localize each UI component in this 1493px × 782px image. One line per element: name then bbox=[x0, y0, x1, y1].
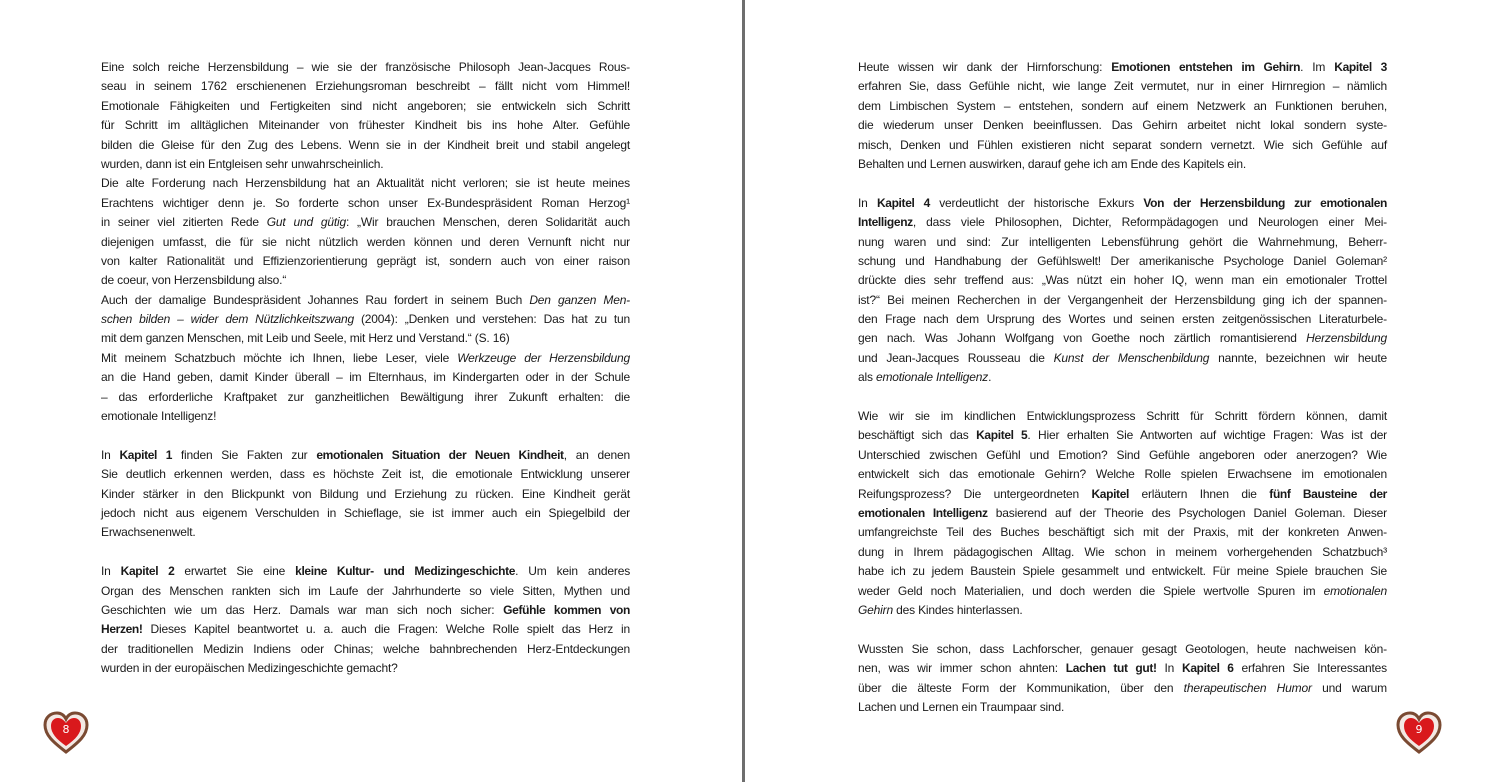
text-run: wurden in der europäischen Medizingeschichte gemacht? bbox=[101, 661, 398, 676]
text-run: die wiederum unser Denken beeinflussen. Das Gehirn arbeitet nicht lokal sondern syste- bbox=[858, 118, 1387, 133]
text-line bbox=[858, 659, 1387, 678]
text-line bbox=[858, 407, 1387, 426]
text-line bbox=[858, 155, 1387, 174]
text-line bbox=[858, 271, 1387, 290]
text-line bbox=[858, 194, 1387, 213]
blank-line bbox=[858, 620, 1387, 639]
text-run: jedoch nicht aus eigenem Verschulden in Schieflage, sie ist immer auch ein Spiegelbild der bbox=[101, 505, 630, 520]
text-line bbox=[101, 97, 630, 116]
text-line bbox=[858, 679, 1387, 698]
text-line bbox=[101, 58, 630, 77]
bold-text: Kapitel bbox=[1091, 486, 1130, 501]
text-line bbox=[858, 136, 1387, 155]
text-run: an die Hand geben, damit Kinder überall – im Elternhaus, im Kindergarten oder in der Schule bbox=[101, 370, 630, 385]
text-run: Sie deutlich erkennen werden, dass es höchste Zeit ist, die emotionale Entwicklung unserer bbox=[101, 467, 630, 482]
page-number: 8 bbox=[62, 723, 70, 736]
body-text bbox=[101, 58, 630, 679]
text-line bbox=[101, 446, 630, 465]
text-line bbox=[858, 97, 1387, 116]
text-line bbox=[858, 349, 1387, 368]
text-line bbox=[101, 485, 630, 504]
text-run: habe ich zu jedem Baustein Spiele gesammelt und entwickelt. Für meine Spiele brauchen Sie bbox=[858, 564, 1387, 579]
text-line bbox=[101, 620, 630, 639]
text-line bbox=[858, 77, 1387, 96]
text-line bbox=[858, 543, 1387, 562]
text-line bbox=[858, 233, 1387, 252]
text-run: In bbox=[858, 195, 877, 210]
text-run: diejenigen umfasst, die für sie nicht nützlich werden können und deren Vernunft nicht nur bbox=[101, 234, 630, 249]
text-line bbox=[858, 213, 1387, 232]
text-line bbox=[101, 233, 630, 252]
italic-text: Gut und gütig bbox=[266, 215, 346, 230]
text-line bbox=[858, 58, 1387, 77]
italic-text: Kunst der Menschenbildung bbox=[1053, 350, 1210, 365]
italic-text: schen bilden – wider dem Nützlichkeitszwang bbox=[101, 312, 354, 327]
bold-text: emotionalen Intelligenz bbox=[858, 505, 988, 520]
text-run: finden Sie Fakten zur bbox=[172, 447, 317, 462]
text-run: In bbox=[101, 447, 120, 462]
text-run: als bbox=[858, 370, 876, 385]
text-line bbox=[101, 582, 630, 601]
text-line bbox=[101, 504, 630, 523]
text-line bbox=[101, 601, 630, 620]
text-run: gen nach. Was Johann Wolfgang von Goethe noch zärtlich romantisierend bbox=[858, 331, 1307, 346]
text-line bbox=[101, 562, 630, 581]
bold-text: kleine Kultur- und Medizingeschichte bbox=[295, 564, 516, 579]
text-run: de coeur, von Herzensbildung also.“ bbox=[101, 273, 287, 288]
text-line bbox=[101, 349, 630, 368]
text-run: Die alte Forderung nach Herzensbildung hat an Aktualität nicht verloren; sie ist heute meines bbox=[101, 176, 630, 191]
text-run: ist?“ Bei meinen Recherchen in der Vergangenheit der Herzensbildung ging ich der spannen- bbox=[858, 292, 1387, 307]
bold-text: Von der Herzensbildung zur emotionalen bbox=[1143, 195, 1387, 210]
text-line bbox=[101, 329, 630, 348]
text-run: In bbox=[101, 564, 121, 579]
italic-text: emotionale Intelligenz bbox=[875, 370, 989, 385]
text-run: verdeutlicht der historische Exkurs bbox=[929, 195, 1144, 210]
text-line bbox=[858, 504, 1387, 523]
text-run: Auch der damalige Bundespräsident Johannes Rau fordert in seinem Buch bbox=[101, 292, 530, 307]
text-line bbox=[858, 601, 1387, 620]
italic-text: Herzensbildung bbox=[1306, 331, 1387, 346]
text-run: . Um kein anderes bbox=[515, 564, 631, 579]
text-run: : „Wir brauchen Menschen, deren Solidarität auch bbox=[345, 215, 630, 230]
page-number-badge bbox=[1396, 711, 1442, 755]
blank-line bbox=[858, 174, 1387, 193]
text-run: von kalter Rationalität und Effizienzorientierung geprägt ist, sondern auch von einer raison bbox=[101, 253, 630, 268]
text-run: Geschichten wie um das Herz. Damals war man sich noch sicher: bbox=[101, 602, 504, 617]
text-line bbox=[858, 562, 1387, 581]
text-run: für Schritt im alltäglichen Miteinander von frühester Kindheit bis ins hohe Alter. Gefühle bbox=[101, 118, 630, 133]
text-run: In bbox=[1156, 661, 1183, 676]
text-line bbox=[858, 582, 1387, 601]
text-line bbox=[101, 388, 630, 407]
text-run: . bbox=[988, 370, 992, 385]
text-run: und Jean-Jacques Rousseau die bbox=[858, 350, 1054, 365]
bold-text: Kapitel 5 bbox=[976, 428, 1028, 443]
text-line bbox=[858, 310, 1387, 329]
text-run: nannte, bezeichnen wir heute bbox=[1209, 350, 1387, 365]
bold-text: Gefühle kommen von bbox=[503, 602, 630, 617]
text-run: Mit meinem Schatzbuch möchte ich Ihnen, liebe Leser, viele bbox=[101, 350, 458, 365]
text-line bbox=[101, 523, 630, 542]
text-run: Kinder stärker in den Blickpunkt von Bildung und Erziehung zu rücken. Eine Kindheit gerät bbox=[101, 486, 630, 501]
blank-line bbox=[101, 426, 630, 445]
text-line bbox=[101, 659, 630, 678]
italic-text: emotionalen bbox=[1323, 583, 1387, 598]
text-run: der traditionellen Medizin Indiens oder Chinas; welche bahnbrechenden Herz-Entdeckungen bbox=[101, 641, 630, 656]
text-line bbox=[858, 523, 1387, 542]
text-line bbox=[858, 291, 1387, 310]
text-run: Eine solch reiche Herzensbildung – wie sie der französische Philosoph Jean-Jacques Rous- bbox=[101, 60, 630, 74]
text-line bbox=[101, 213, 630, 232]
text-line bbox=[101, 77, 630, 96]
italic-text: Gehirn bbox=[858, 602, 893, 617]
page-number: 9 bbox=[1415, 723, 1423, 736]
text-run: dem Limbischen System – entstehen, sondern auf einem Netzwerk an Funktionen beruhen, bbox=[858, 98, 1387, 113]
text-run: schung und Handhabung der Gefühlswelt! Der amerikanische Psychologe Daniel Goleman² bbox=[858, 253, 1387, 268]
text-run: Emotionale Fähigkeiten und Fertigkeiten sind nicht angeboren; sie entwickeln sich Schritt bbox=[101, 98, 630, 113]
text-run: – das erforderliche Kraftpaket zur ganzheitlichen Bewältigung ihrer Zukunft erhalten: die bbox=[101, 389, 630, 404]
text-run: basierend auf der Theorie des Psychologen Daniel Goleman. Dieser bbox=[987, 505, 1387, 520]
text-run: . Hier erhalten Sie Antworten auf wichtige Fragen: Was ist der bbox=[1027, 428, 1387, 443]
text-line bbox=[858, 252, 1387, 271]
blank-line bbox=[101, 543, 630, 562]
italic-text: Werkzeuge der Herzensbildung bbox=[457, 350, 630, 365]
text-run: entwickelt sich das emotionale Gehirn? Welche Rolle spielen Erwachsene im emotionalen bbox=[858, 467, 1387, 482]
text-run: Reifungsprozess? Die untergeordneten bbox=[858, 486, 1092, 501]
text-run: beschäftigt sich das bbox=[858, 428, 977, 443]
text-run: den Frage nach dem Ursprung des Wortes und seinen ersten zeitgenössischen Literaturbele- bbox=[858, 312, 1387, 327]
text-run: dung in Ihrem pädagogischen Alltag. Wie schon in meinem vorhergehenden Schatzbuch³ bbox=[858, 544, 1387, 559]
text-run: bilden die Gleise für den Zug des Lebens. Wenn sie in der Kindheit breit und stabil angelegt bbox=[101, 137, 630, 152]
bold-text: emotionalen Situation der Neuen Kindheit bbox=[316, 447, 564, 462]
text-line bbox=[858, 368, 1387, 387]
text-line bbox=[101, 271, 630, 290]
text-run: erfahren Sie Interessantes bbox=[1233, 661, 1387, 676]
text-run: umfangreichste Teil des Buches beschäftigt sich mit der Praxis, mit der konkreten Anwen- bbox=[858, 525, 1387, 540]
bold-text: Herzen! bbox=[101, 622, 143, 637]
text-line bbox=[101, 136, 630, 155]
text-run: Unterschied zwischen Gefühl und Emotion? Sind Gefühle angeboren oder anerzogen? Wie bbox=[858, 447, 1387, 462]
text-run: drückte dies sehr treffend aus: „Was nützt ein hoher IQ, wenn man ein emotionaler Trottel bbox=[858, 273, 1387, 288]
text-run: Wie wir sie im kindlichen Entwicklungsprozess Schritt für Schritt fördern können, damit bbox=[858, 409, 1387, 424]
text-run: misch, Denken und Fühlen existieren nicht separat sondern vernetzt. Wie sich Gefühle auf bbox=[858, 137, 1387, 152]
text-run: . Im bbox=[1300, 60, 1335, 74]
bold-text: fünf Bausteine der bbox=[1269, 486, 1387, 501]
bold-text: Kapitel 2 bbox=[120, 564, 175, 579]
text-line bbox=[858, 485, 1387, 504]
text-line bbox=[858, 698, 1387, 717]
text-line bbox=[101, 368, 630, 387]
text-line bbox=[858, 116, 1387, 135]
text-run: erläutern Ihnen die bbox=[1129, 486, 1270, 501]
text-line bbox=[858, 446, 1387, 465]
text-line bbox=[101, 465, 630, 484]
text-run: Behalten und Lernen auswirken, darauf gehe ich am Ende des Kapitels ein. bbox=[858, 156, 1246, 171]
page-right bbox=[745, 0, 1493, 782]
text-run: seau in seinem 1762 erschienenen Erziehungsroman beschreibt – fällt nicht vom Himmel! bbox=[101, 79, 630, 94]
text-line bbox=[858, 465, 1387, 484]
text-run: nen, was wir immer schon ahnten: bbox=[858, 661, 1066, 676]
text-run: erfahren Sie, dass Gefühle nicht, wie lange Zeit vermutet, nur in einer Hirnregion – nämlich bbox=[858, 79, 1387, 94]
text-run: über die älteste Form der Kommunikation, über den bbox=[858, 680, 1184, 695]
text-run: weder Geld noch Materialien, und doch werden die Spiele wertvolle Spuren im bbox=[858, 583, 1324, 598]
bold-text: Kapitel 1 bbox=[119, 447, 173, 462]
bold-text: Kapitel 3 bbox=[1334, 60, 1387, 74]
text-line bbox=[858, 329, 1387, 348]
text-run: Heute wissen wir dank der Hirnforschung: bbox=[858, 60, 1112, 74]
bold-text: Kapitel 4 bbox=[876, 195, 930, 210]
text-run: mit dem ganzen Menschen, mit Leib und Seele, mit Herz und Verstand.“ (S. 16) bbox=[101, 331, 510, 346]
body-text bbox=[858, 58, 1387, 717]
text-line bbox=[101, 310, 630, 329]
text-run: Lachen und Lernen ein Traumpaar sind. bbox=[858, 699, 1065, 714]
text-line bbox=[101, 155, 630, 174]
text-run: wurden, dann ist ein Entgleisen sehr unwahrscheinlich. bbox=[101, 156, 384, 171]
text-line bbox=[101, 407, 630, 426]
bold-text: Intelligenz bbox=[858, 215, 913, 230]
bold-text: Emotionen entstehen im Gehirn bbox=[1111, 60, 1301, 74]
text-run: , an denen bbox=[563, 447, 630, 462]
page-left bbox=[0, 0, 742, 782]
text-run: emotionale Intelligenz! bbox=[101, 409, 217, 424]
text-run: Dieses Kapitel beantwortet u. a. auch die Fragen: Welche Rolle spielt das Herz in bbox=[142, 622, 630, 637]
text-run: des Kindes hinterlassen. bbox=[892, 602, 1023, 617]
bold-text: Kapitel 6 bbox=[1182, 661, 1234, 676]
text-run: und warum bbox=[1311, 680, 1387, 695]
text-run: in seiner viel zitierten Rede bbox=[101, 215, 267, 230]
text-line bbox=[858, 640, 1387, 659]
bold-text: Lachen tut gut! bbox=[1065, 661, 1157, 676]
italic-text: therapeutischen Humor bbox=[1183, 680, 1312, 695]
text-run: (2004): „Denken und verstehen: Das hat zu tun bbox=[353, 312, 631, 327]
text-run: Erachtens wichtiger denn je. So forderte schon unser Ex-Bundespräsident Roman Herzog¹ bbox=[101, 195, 630, 210]
text-line bbox=[858, 426, 1387, 445]
page-number-badge bbox=[43, 711, 89, 755]
italic-text: Den ganzen Men- bbox=[529, 292, 631, 307]
text-line bbox=[101, 291, 630, 310]
text-line bbox=[101, 640, 630, 659]
text-run: Erwachsenenwelt. bbox=[101, 525, 196, 540]
text-line bbox=[101, 174, 630, 193]
text-run: , dass viele Philosophen, Dichter, Reformpädagogen und Neurologen einer Mei- bbox=[912, 215, 1387, 230]
text-line bbox=[101, 116, 630, 135]
blank-line bbox=[858, 388, 1387, 407]
text-line bbox=[101, 194, 630, 213]
text-line bbox=[101, 252, 630, 271]
text-run: Wussten Sie schon, dass Lachforscher, genauer gesagt Geotologen, heute nachweisen kön- bbox=[858, 641, 1387, 656]
text-run: nung waren und sind: Zur intelligenten Lebensführung gehört die Wahrnehmung, Beherr- bbox=[858, 234, 1387, 249]
text-run: erwartet Sie eine bbox=[174, 564, 296, 579]
text-run: Organ des Menschen rankten sich im Laufe der Jahrhunderte so viele Sitten, Mythen und bbox=[101, 583, 630, 598]
